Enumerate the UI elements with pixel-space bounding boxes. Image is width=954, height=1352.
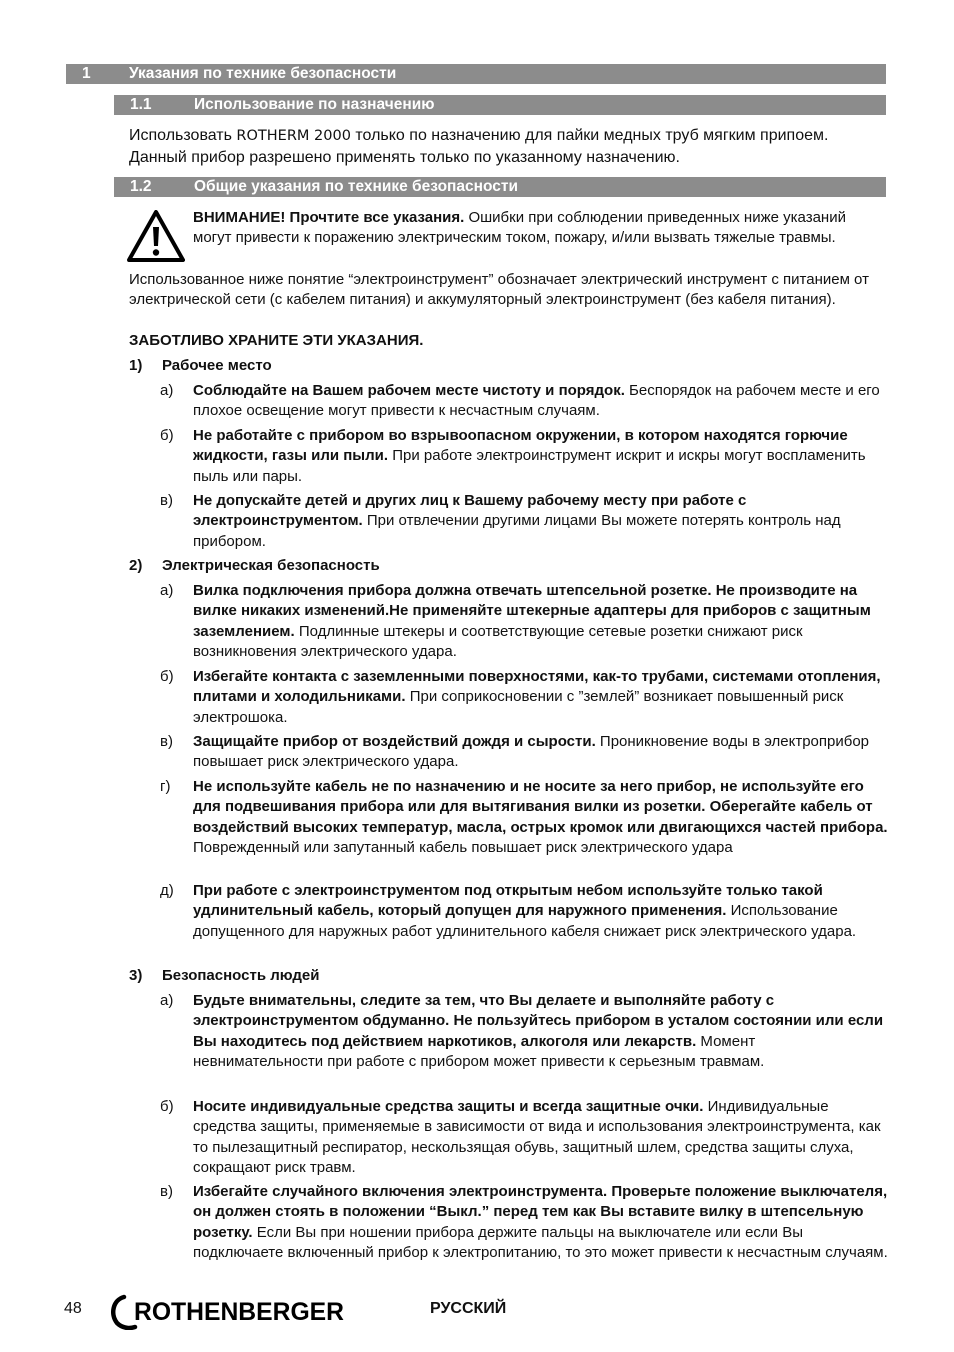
item-letter: б) [160, 427, 174, 444]
list-item [160, 991, 888, 1072]
intro-text-after: только по назначению для пайки медных труб мягким припоем. Данный прибор разрешено применять только по указанному назначению. [129, 127, 829, 166]
section-1-1-heading [114, 95, 886, 115]
list-item [160, 491, 888, 552]
item-text: Использование допущенного для наружных работ удлинительного кабеля снижает риск электрического удара. [193, 902, 857, 940]
list-item [160, 881, 888, 942]
item-text: Если Вы при ношении прибора держите пальцы на выключателе или если Вы подключаете включенный прибор к электропитанию, то это может привести к несчастным случаям. [193, 1223, 888, 1261]
item-text: Беспорядок на рабочем месте и его плохое освещение могут привести к несчастным случаям. [193, 382, 880, 420]
item-bold: Носите индивидуальные средства защиты и всегда защитные очки. [193, 1098, 704, 1115]
intro-paragraph [129, 125, 886, 168]
section-title: Общие указания по технике безопасности [194, 178, 519, 195]
item-bold: Избегайте случайного включения электроинструмента. Проверьте положение выключателя, он должен стоять в положении “Выкл.” перед тем как Вы вставите вилку в штепсельную розетку. [193, 1183, 888, 1241]
list-item [160, 732, 888, 773]
section-title: Указания по технике безопасности [129, 65, 397, 82]
item-text: Момент невнимательности при работе с прибором может привести к серьезным травмам. [193, 1032, 765, 1070]
product-name: ROTHERM 2000 [236, 128, 351, 144]
item-bold: Не работайте с прибором во взрывоопасном окружении, в котором находятся горючие жидкости, газы или пыли. [193, 427, 848, 465]
item-letter: в) [160, 492, 173, 509]
item-bold: Будьте внимательны, следите за тем, что Вы делаете и выполняйте работу с электроинструментом обдуманно. Не пользуйтесь прибором в усталом состоянии или если Вы находитесь под действием наркотиков, алкоголя или лекарств. [193, 992, 884, 1050]
item-bold: Не допускайте детей и других лиц к Вашему рабочему месту при работе с электроинструментом. [193, 492, 747, 530]
keep-instructions: ЗАБОТЛИВО ХРАНИТЕ ЭТИ УКАЗАНИЯ. [129, 332, 424, 349]
item-bold: Не используйте кабель не по назначению и не носите за него прибор, не используйте его для подвешивания прибора или для вытягивания вилки из розетки. Оберегайте кабель от воздействий высоких температур, масла, острых кромок или двигающихся частей прибора. [193, 778, 888, 836]
item-letter: г) [160, 778, 171, 795]
item-letter: д) [160, 882, 174, 899]
list-item [160, 667, 888, 728]
subsection-heading [129, 966, 319, 986]
definition-paragraph: Использованное ниже понятие “электроинструмент” обозначает электрический инструмент с питанием от электрической сети (с кабелем питания) и аккумуляторный электроинструмент (без кабеля питания). [129, 271, 869, 309]
list-item [160, 381, 888, 422]
item-letter: в) [160, 1183, 173, 1200]
item-letter: а) [160, 992, 174, 1009]
item-letter: а) [160, 582, 174, 599]
rothenberger-logo-icon [107, 1294, 347, 1330]
item-text: Подлинные штекеры и соответствующие сетевые розетки снижают риск возникновения электрического удара. [193, 622, 803, 660]
warning-text: Ошибки при соблюдении приведенных ниже указаний могут привести к поражению электрическим током, пожару, и/или вызвать тяжелые травмы. [193, 209, 846, 247]
subsection-number: 1) [129, 357, 143, 374]
warning-bold: ВНИМАНИЕ! Прочтите все указания. [193, 209, 465, 226]
warning-triangle-icon [127, 210, 185, 262]
item-bold: При работе с электроинструментом под открытым небом используйте только такой удлинительный кабель, который допущен для наружного применения. [193, 882, 823, 920]
item-letter: в) [160, 733, 173, 750]
item-letter: б) [160, 668, 174, 685]
item-text: При работе электроинструмент искрит и искры могут воспламенить пыль или пары. [193, 447, 866, 485]
section-number: 1.2 [130, 178, 152, 195]
item-bold: Защищайте прибор от воздействий дождя и сырости. [193, 733, 596, 750]
item-letter: б) [160, 1098, 174, 1115]
warning-paragraph [193, 208, 886, 249]
section-number: 1 [82, 65, 91, 82]
item-text: Поврежденный или запутанный кабель повышает риск электрического удара [193, 838, 733, 856]
language-label: РУССКИЙ [430, 1300, 507, 1317]
section-1-2-heading [114, 177, 886, 197]
item-bold: Вилка подключения прибора должна отвечать штепсельной розетке. Не производите на вилке никаких изменений.Не применяйте штекерные адаптеры для приборов с защитным заземлением. [193, 582, 871, 640]
intro-text-before: Использовать [129, 127, 237, 144]
item-text: При соприкосновении с ”землей” возникает повышенный риск электрошока. [193, 688, 844, 726]
subsection-heading [129, 556, 380, 576]
section-title: Использование по назначению [194, 96, 435, 113]
section-1-heading [66, 64, 886, 84]
item-letter: а) [160, 382, 174, 399]
item-text: При отвлечении другими лицами Вы можете потерять контроль над прибором. [193, 512, 841, 550]
section-number: 1.1 [130, 96, 152, 113]
item-bold: Соблюдайте на Вашем рабочем месте чистоту и порядок. [193, 382, 625, 399]
list-item [160, 426, 888, 487]
subsection-number: 3) [129, 967, 143, 984]
subsection-heading [129, 356, 272, 376]
item-text: Индивидуальные средства защиты, применяемые в зависимости от вида и использования электроинструмента, как то пылезащитный респиратор, нескользящая обувь, защитный шлем, средства защиты слуха, сокращают риск травм. [193, 1098, 881, 1176]
list-item [160, 581, 888, 662]
page-number: 48 [64, 1300, 82, 1317]
logo-text: ROTHENBERGER [134, 1298, 344, 1326]
subsection-title: Электрическая безопасность [162, 557, 380, 574]
subsection-number: 2) [129, 557, 143, 574]
subsection-title: Рабочее место [162, 357, 272, 374]
item-bold: Избегайте контакта с заземленными поверхностями, как-то трубами, системами отопления, плитами и холодильниками. [193, 668, 881, 706]
list-item [160, 777, 888, 858]
item-text: Проникновение воды в электроприбор повышает риск электрического удара. [193, 733, 870, 771]
list-item [160, 1097, 888, 1178]
subsection-title: Безопасность людей [162, 967, 320, 984]
list-item [160, 1182, 888, 1263]
